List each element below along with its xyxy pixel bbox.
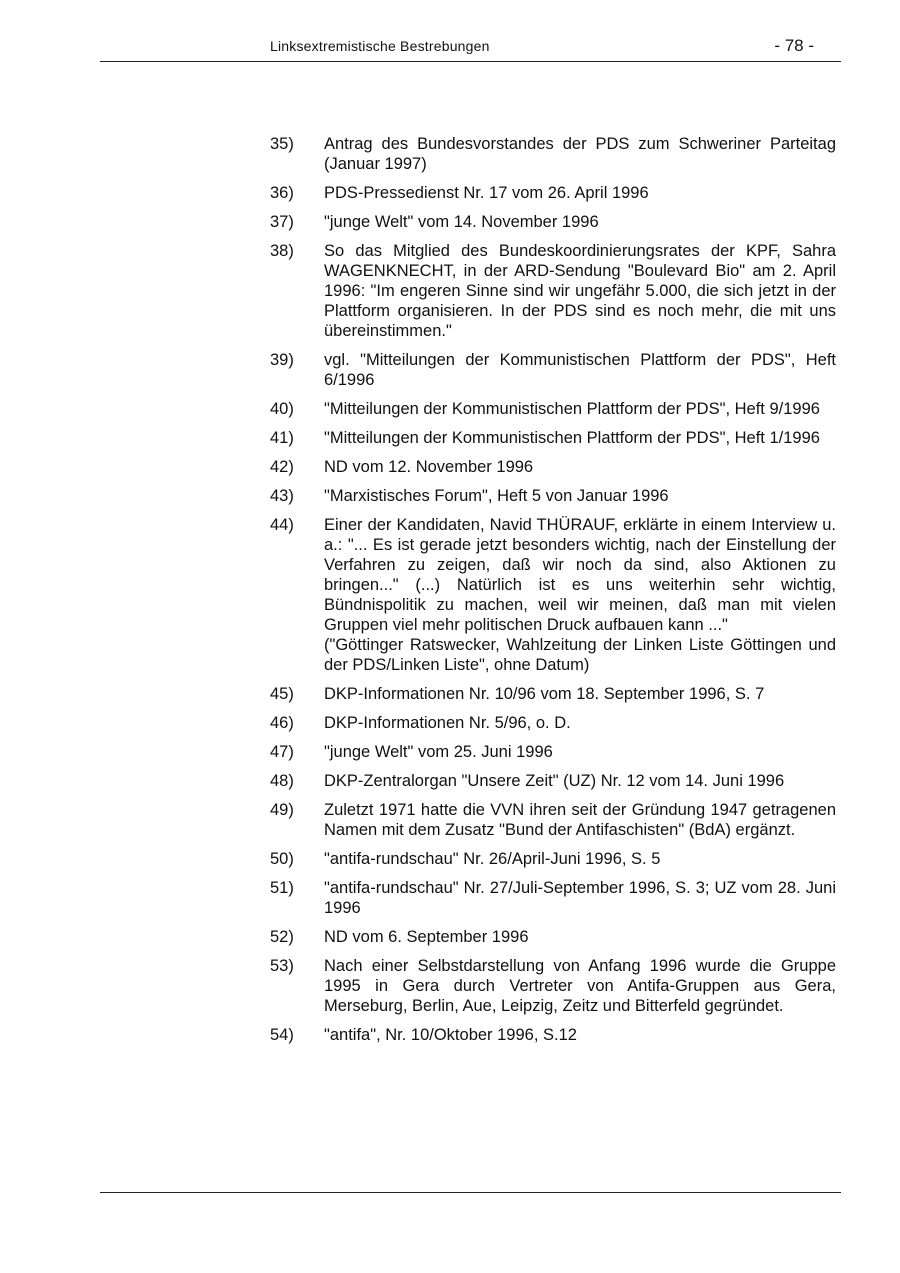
endnote-item (270, 771, 836, 791)
endnote-text: DKP-Informationen Nr. 5/96, o. D. (324, 714, 571, 732)
endnote-text: Antrag des Bundesvorstandes der PDS zum Schweriner Parteitag (Januar 1997) (324, 135, 836, 173)
endnote-item (270, 515, 836, 675)
footer-divider (100, 1192, 841, 1193)
endnote-item (270, 134, 836, 174)
endnote-text: "Mitteilungen der Kommunistischen Plattform der PDS", Heft 9/1996 (324, 400, 820, 418)
page-number: - 78 - (774, 36, 814, 55)
endnote-item (270, 399, 836, 419)
endnote-item (270, 486, 836, 506)
endnotes-list (270, 134, 836, 1054)
endnote-number: 40) (270, 400, 294, 418)
endnote-number: 51) (270, 879, 294, 897)
endnote-text: "junge Welt" vom 14. November 1996 (324, 213, 599, 231)
endnote-text: "antifa-rundschau" Nr. 26/April-Juni 1996, S. 5 (324, 850, 661, 868)
endnote-number: 35) (270, 135, 294, 153)
endnote-number: 48) (270, 772, 294, 790)
endnote-text: "junge Welt" vom 25. Juni 1996 (324, 743, 553, 761)
endnote-number: 53) (270, 957, 294, 975)
endnote-item (270, 684, 836, 704)
endnote-item (270, 457, 836, 477)
endnote-item (270, 241, 836, 341)
endnote-number: 50) (270, 850, 294, 868)
endnote-text: ND vom 6. September 1996 (324, 928, 529, 946)
endnote-number: 45) (270, 685, 294, 703)
endnote-number: 52) (270, 928, 294, 946)
endnote-item (270, 927, 836, 947)
endnote-text: PDS-Pressedienst Nr. 17 vom 26. April 1996 (324, 184, 649, 202)
endnote-text: "Mitteilungen der Kommunistischen Plattform der PDS", Heft 1/1996 (324, 429, 820, 447)
endnote-item (270, 742, 836, 762)
page-header (100, 36, 840, 60)
endnote-item (270, 849, 836, 869)
endnote-item (270, 956, 836, 1016)
endnote-item (270, 428, 836, 448)
endnote-number: 38) (270, 242, 294, 260)
endnote-number: 47) (270, 743, 294, 761)
endnote-number: 54) (270, 1026, 294, 1044)
endnote-text: vgl. "Mitteilungen der Kommunistischen Plattform der PDS", Heft 6/1996 (324, 351, 836, 389)
endnote-number: 44) (270, 516, 294, 534)
endnote-text: Zuletzt 1971 hatte die VVN ihren seit der Gründung 1947 getragenen Namen mit dem Zusatz "Bund der Antifaschisten" (BdA) ergänzt. (324, 801, 836, 839)
endnote-item (270, 878, 836, 918)
endnote-item (270, 212, 836, 232)
endnote-number: 42) (270, 458, 294, 476)
endnote-number: 37) (270, 213, 294, 231)
endnote-number: 43) (270, 487, 294, 505)
endnote-text: So das Mitglied des Bundeskoordinierungsrates der KPF, Sahra WAGENKNECHT, in der ARD-Sendung "Boulevard Bio" am 2. April 1996: "Im engeren Sinne sind wir ungefähr 5.000, die sich jetzt in der Plattform organisieren. In der PDS sind es noch mehr, die mit uns übereinstimmen." (324, 242, 836, 340)
endnote-number: 39) (270, 351, 294, 369)
endnote-number: 36) (270, 184, 294, 202)
endnote-item (270, 713, 836, 733)
endnote-text: DKP-Informationen Nr. 10/96 vom 18. September 1996, S. 7 (324, 685, 765, 703)
header-divider (100, 61, 841, 62)
endnote-number: 46) (270, 714, 294, 732)
endnote-item (270, 183, 836, 203)
endnote-text: "antifa", Nr. 10/Oktober 1996, S.12 (324, 1026, 577, 1044)
endnote-text: "antifa-rundschau" Nr. 27/Juli-September 1996, S. 3; UZ vom 28. Juni 1996 (324, 879, 836, 917)
endnote-text: ND vom 12. November 1996 (324, 458, 534, 476)
endnote-text: Einer der Kandidaten, Navid THÜRAUF, erklärte in einem Interview u. a.: "... Es ist gerade jetzt besonders wichtig, nach der Einstellung der Verfahren zu zeigen, daß wir noch da sind, also Aktionen zu bringen..." (...) Natürlich ist es uns weiterhin sehr wichtig, Bündnispolitik zu machen, weil wir meinen, daß man mit vielen Gruppen viel mehr politischen Druck aufbauen kann ..." ("Göttinger Ratswecker, Wahlzeitung der Linken Liste Göttingen und der PDS/Linken Liste", ohne Datum) (324, 516, 836, 674)
endnote-number: 41) (270, 429, 294, 447)
running-title: Linksextremistische Bestrebungen (270, 38, 490, 54)
endnote-item (270, 1025, 836, 1045)
endnote-item (270, 800, 836, 840)
endnote-text: "Marxistisches Forum", Heft 5 von Januar 1996 (324, 487, 669, 505)
endnote-text: DKP-Zentralorgan "Unsere Zeit" (UZ) Nr. 12 vom 14. Juni 1996 (324, 772, 785, 790)
endnote-number: 49) (270, 801, 294, 819)
endnote-text: Nach einer Selbstdarstellung von Anfang 1996 wurde die Gruppe 1995 in Gera durch Vertreter von Antifa-Gruppen aus Gera, Merseburg, Berlin, Aue, Leipzig, Zeitz und Bitterfeld gegründet. (324, 957, 836, 1015)
endnote-item (270, 350, 836, 390)
